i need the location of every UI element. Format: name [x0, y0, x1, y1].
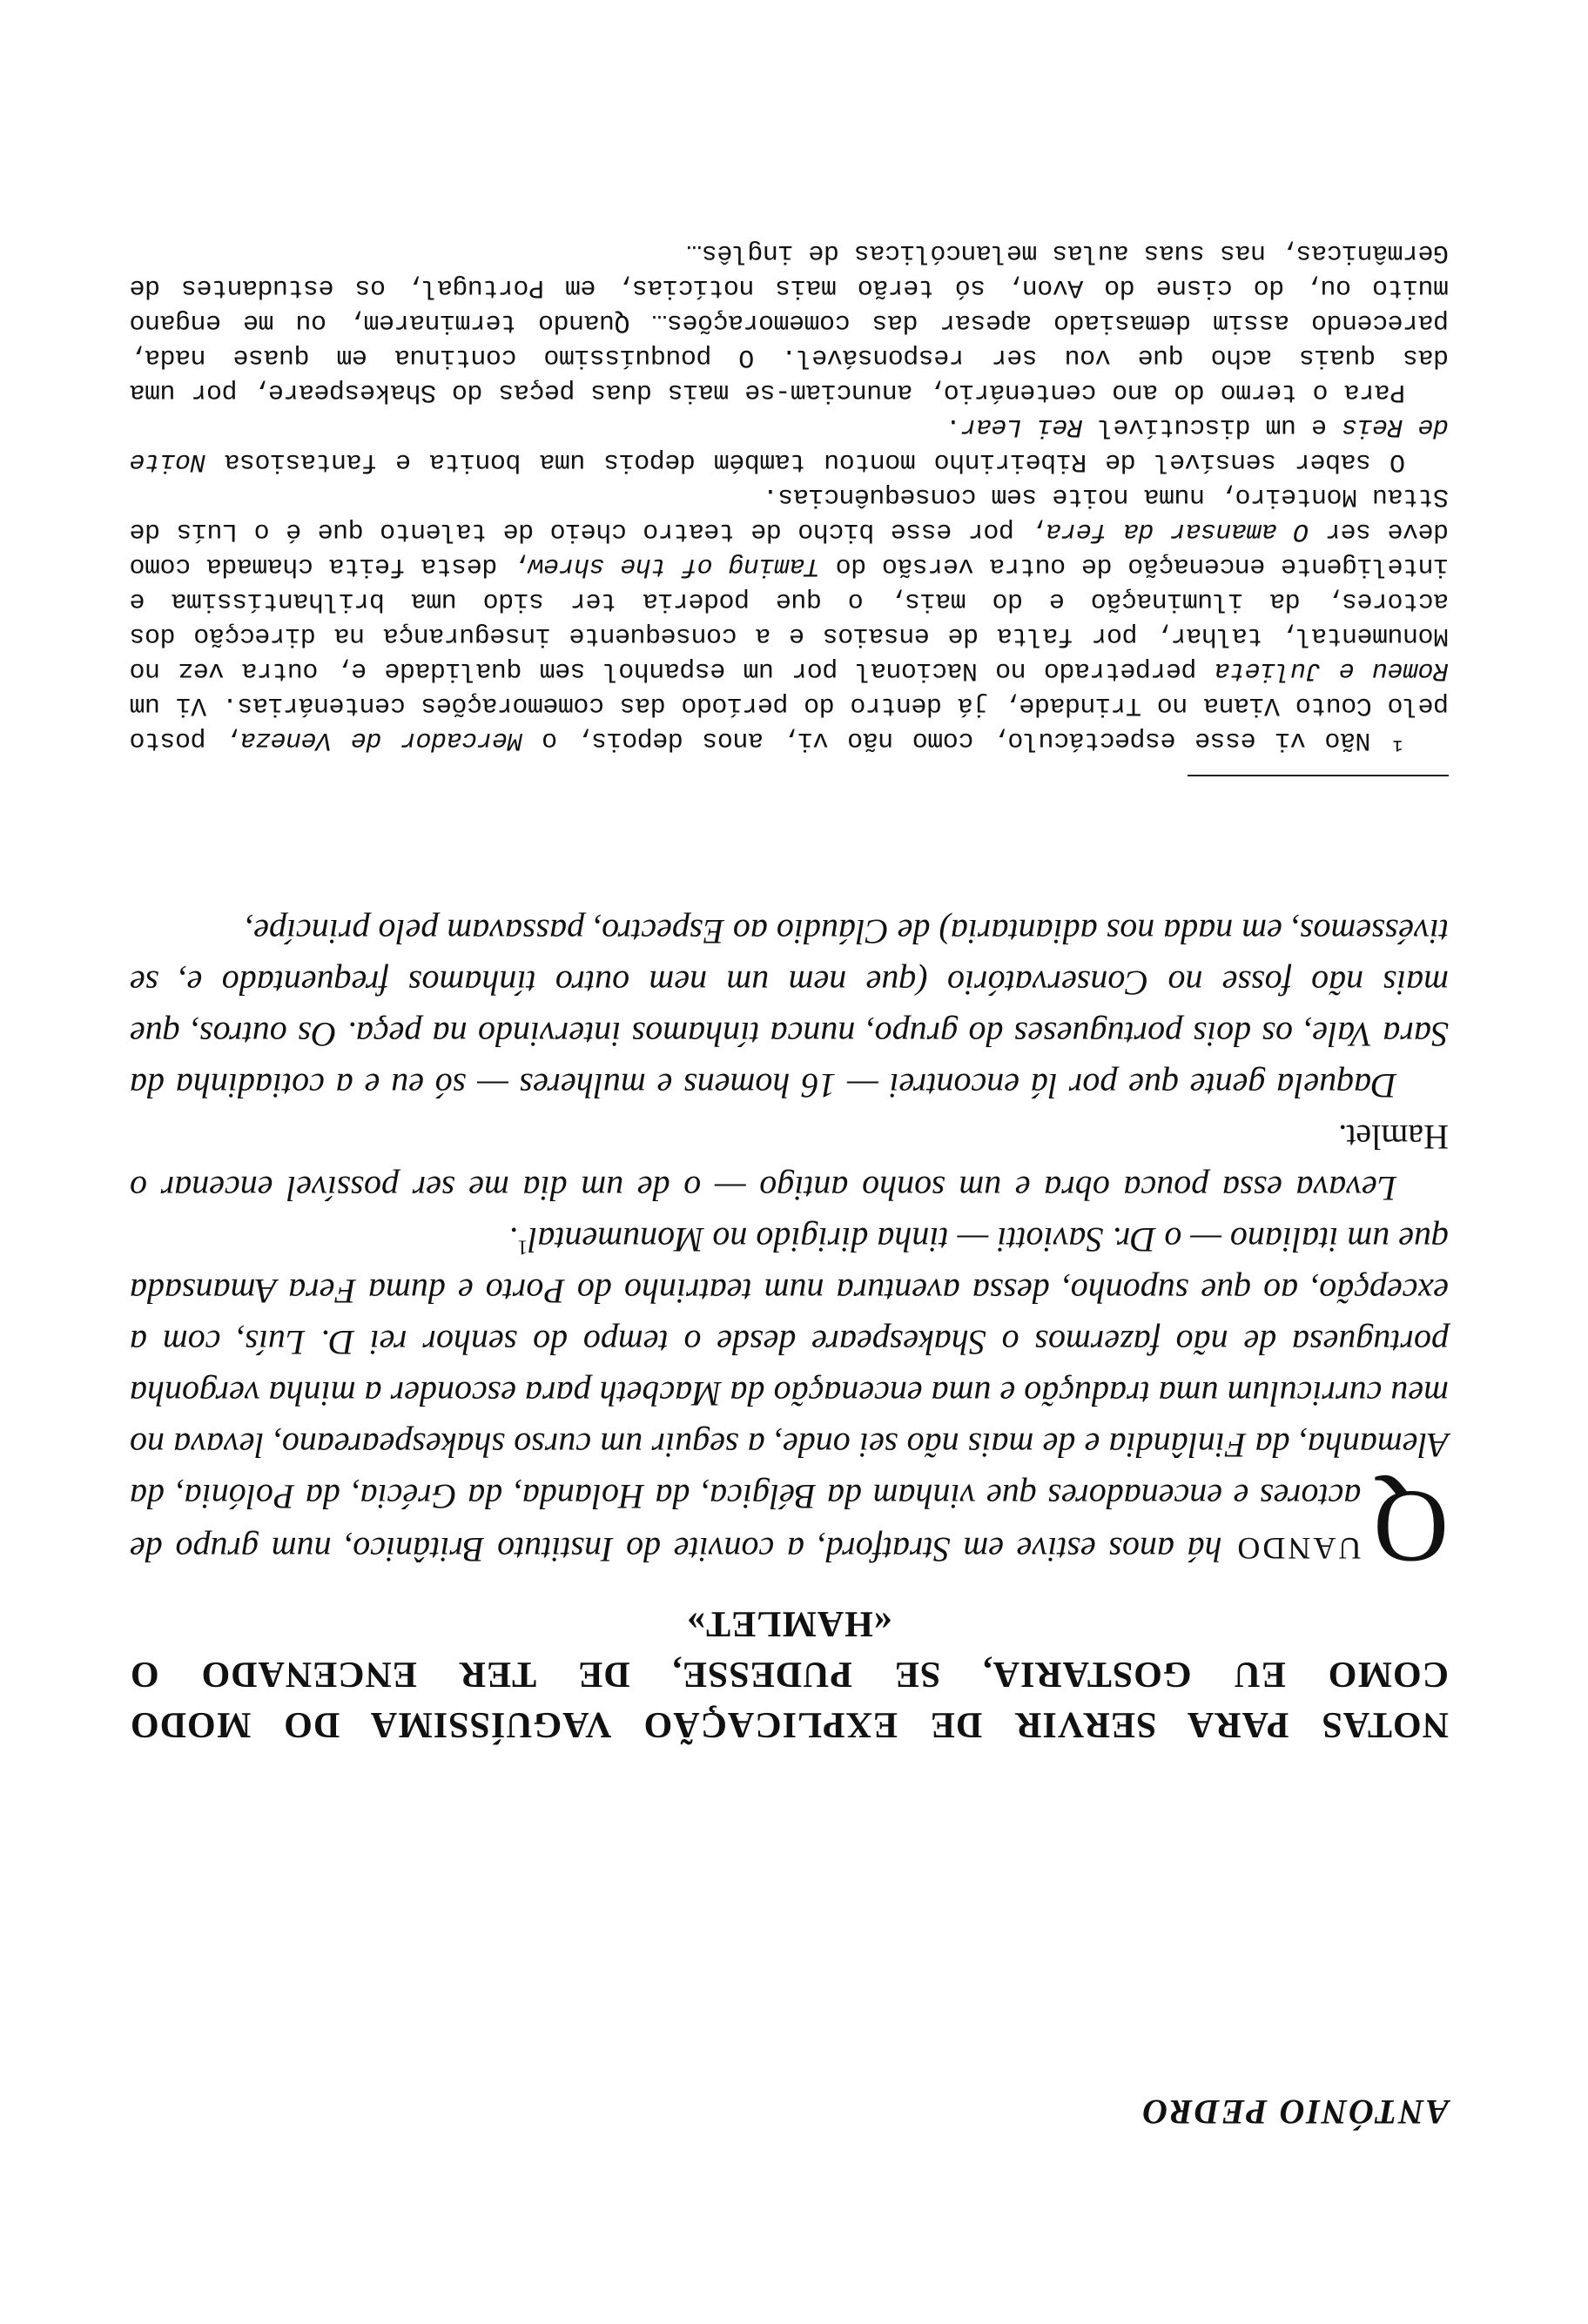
- footnote-1-e: , por esse bicho de teatro cheio de talento que é o Luís de Sttau Monteiro, numa noite sem consequências.: [130, 481, 1449, 546]
- hamlet-word: Hamlet: [1346, 1118, 1449, 1157]
- drop-cap: Q: [1373, 1469, 1449, 1585]
- author-name: ANTÓNIO PEDRO: [1141, 2092, 1449, 2132]
- footnote-3: Para o termo do ano centenário, anunciam-se mais duas peças do Shakespeare, por uma das quais acho que vou ser responsável. O pouquíssimo continua em quase nada, parecendo assim demasiado apesar das comemorações… Quando terminarem, ou me engano muito ou, do cisne do Avon, só terão mais notícias, em Portugal, os estudantes de Germânicas, nas suas aulas melancólicas de inglês…: [130, 238, 1449, 406]
- opening-word: UANDO: [1235, 1531, 1362, 1566]
- title-romeu: Romeu e Julieta: [1215, 655, 1449, 685]
- title-line-1: NOTAS PARA SERVIR DE EXPLICAÇÃO VAGUÍSSIMA DO MODO: [130, 1704, 1449, 1744]
- footnote-reference: 1: [517, 1235, 528, 1259]
- footnotes: [130, 235, 1449, 757]
- footnote-2-c: .: [945, 412, 961, 441]
- paragraph-1-text: há anos estive em Stratford, a convite do Instituto Britânico, num grupo de actores e encenadores que vinham da Bélgica, da Holanda, da Grécia, da Polónia, da Alemanha, da Finlândia e de mais não sei onde, a seguir um curso shakespeareano, levava no meu curriculum uma tradução e uma encenação da Macbeth para esconder a minha vergonha portuguesa de não fazermos o Shakespeare desde o tempo do senhor rei D. Luís, com a excepção, ao que suponho, dessa aventura num teatrinho do Porto e duma Fera Amansada que um italiano — o Dr. Saviotti — tinha dirigido no Monumental: [130, 1220, 1449, 1569]
- paragraph-2-text: Levava essa pouca obra e um sonho antigo — o de um dia me ser possível encenar o: [130, 1169, 1396, 1208]
- title-amansar: O amansar da fera: [1046, 516, 1309, 546]
- paragraph-3: Daquela gente que por lá encontrei — 16 homens e mulheres — só eu e a cotiadinha da Sara Vale, os dois portugueses do grupo, nunca tínhamos intervindo na peça. Os outros, que mais não fosse no Conservatório (que nem um nem outro tínhamos frequentado e, se tivéssemos, em nada nos adiantaria) de Cláudio ao Espectro, passavam pelo princípe,: [130, 912, 1449, 1105]
- footnote-divider: [1188, 775, 1449, 776]
- footnote-2-a: O saber sensível de Ribeirinho montou também depois uma bonita e fantasiosa: [205, 447, 1405, 476]
- title-line-3: «HAMLET»: [686, 1603, 892, 1643]
- title-mercador: Mercador de Veneza: [240, 725, 523, 755]
- title-lear: Rei Lear: [960, 412, 1083, 441]
- paragraph-2: [130, 1112, 1449, 1214]
- title-taming: Taming of the shrew: [528, 551, 820, 581]
- footnote-1: [130, 479, 1449, 757]
- footnote-2-b: e um discutível: [1082, 412, 1342, 441]
- main-text: [130, 906, 1449, 1585]
- paragraph-2-end: .: [1337, 1118, 1347, 1157]
- paragraph-1-end: .: [508, 1220, 518, 1259]
- footnote-1-c: perpetrado no Nacional por um espanhol sem qualidade e, outra vez no Monumental, talhar, por falta de ensaios e a consequente insegurança na direcção dos actores, da iluminação e do mais, o que poderia ter sido uma brilhantíssima e inteligente encenação de outra versão do: [130, 551, 1449, 685]
- title-noite: Noite de Reis: [130, 412, 1449, 476]
- footnote-1-d: , desta feita chamada como deve ser: [129, 516, 1449, 581]
- paragraph-1: [130, 1214, 1449, 1585]
- title-line-2: COMO EU GOSTARIA, SE PUDESSE, DE TER ENCENADO O: [130, 1654, 1449, 1694]
- footnote-2: [130, 409, 1449, 479]
- footnote-1-b: , posto pelo Couto Viana no Trindade, já dentro do período das comemorações centenárias. Vi um: [130, 690, 1449, 755]
- chapter-title: [130, 1598, 1449, 1750]
- footnote-1-a: ¹ Não vi esse espectáculo, como não vi, anos depois, o: [522, 725, 1405, 755]
